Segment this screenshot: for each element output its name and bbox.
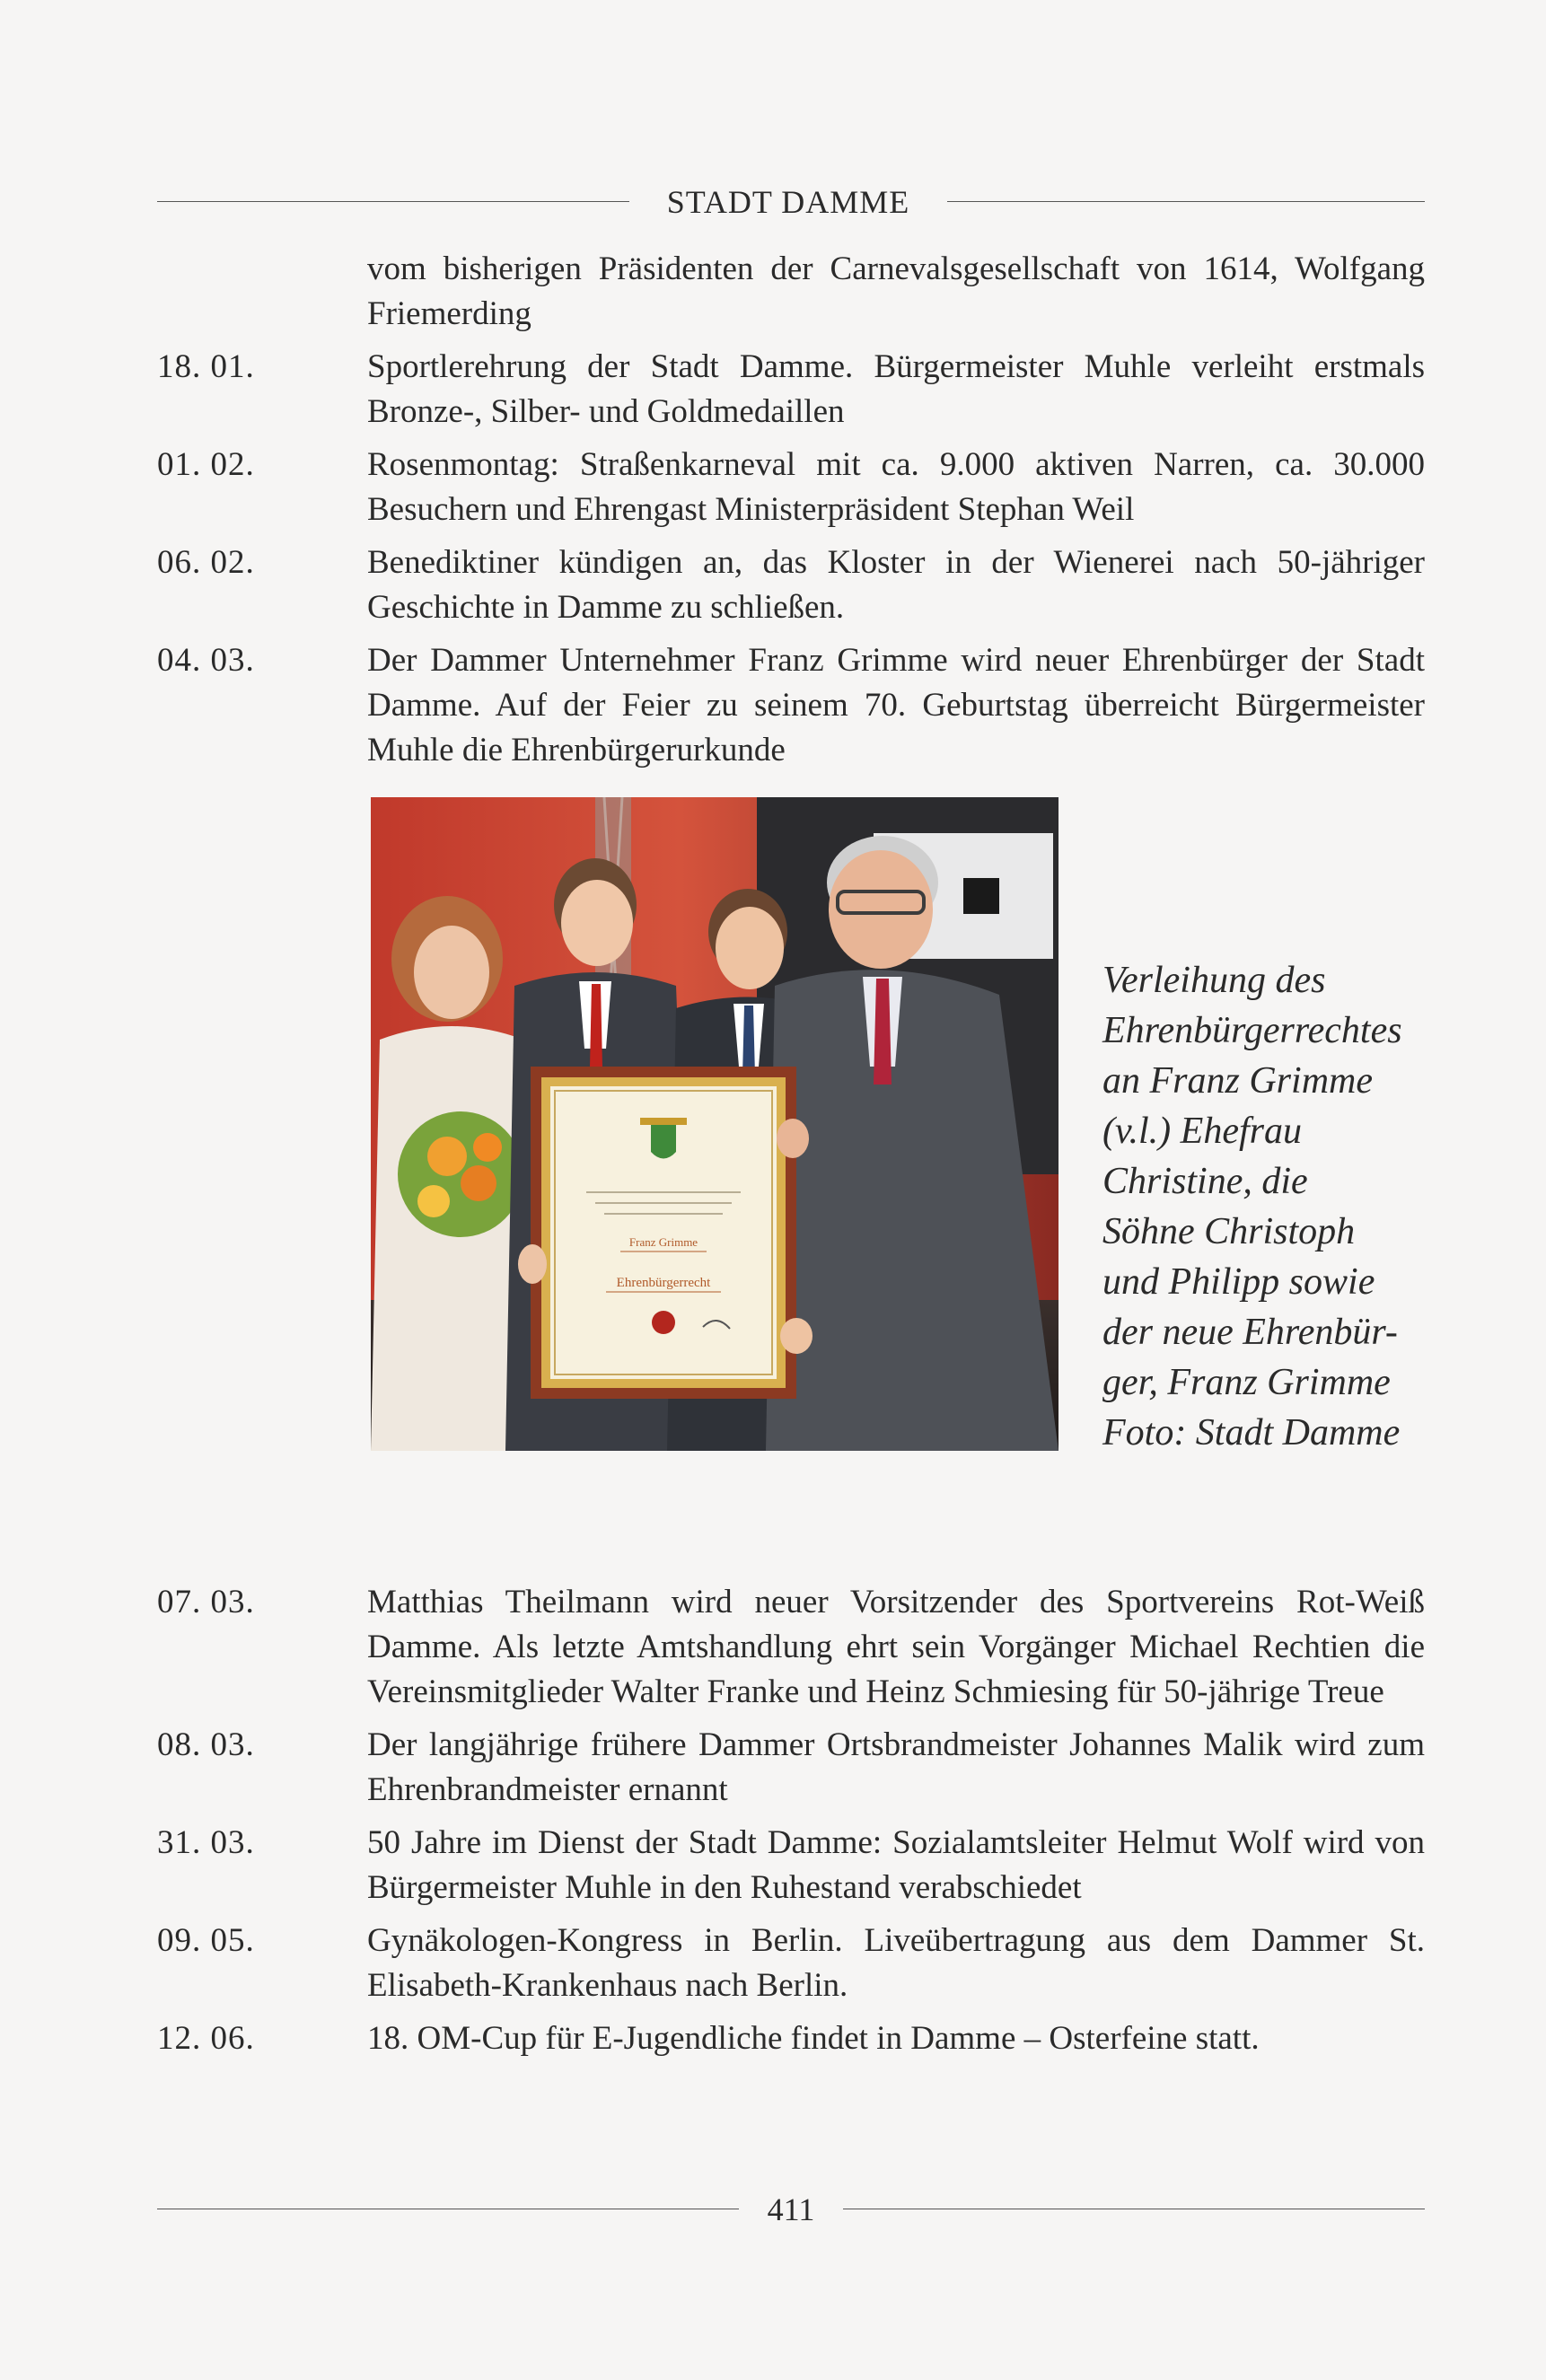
header-rule-left (157, 201, 629, 202)
chronicle-entry (157, 2016, 1425, 2061)
entry-date: 18. 01. (157, 348, 255, 385)
caption-line: ger, Franz Grimme (1102, 1362, 1391, 1403)
header-rule-right (947, 201, 1425, 202)
entry-text: Matthias Theilmann wird neuer Vorsitzender des Sportvereins Rot-Weiß Damme. Als letzte Amtshandlung ehrt sein Vorgänger Michael Rechtien die Vereinsmitglieder Walter Franke und Heinz Schmiesing für 50-jährige Treue (367, 1584, 1425, 1710)
entry-text: Gynäkologen-Kongress in Berlin. Liveübertragung aus dem Dammer St. Elisabeth-Krankenhaus nach Berlin. (367, 1922, 1425, 2004)
caption-line: Söhne Christoph (1102, 1211, 1356, 1252)
certificate-name: Franz Grimme (628, 1235, 698, 1249)
chronicle-entry (157, 1723, 1425, 1813)
caption-line: und Philipp sowie (1102, 1261, 1375, 1303)
entry-date: 08. 03. (157, 1726, 255, 1763)
entry-text: Rosenmontag: Straßenkarneval mit ca. 9.000 aktiven Narren, ca. 30.000 Besuchern und Ehrengast Ministerpräsident Stephan Weil (367, 446, 1425, 528)
ceremony-photo (371, 797, 1058, 1451)
page-footer (157, 2187, 1425, 2232)
caption-line: Foto: Stadt Damme (1102, 1412, 1401, 1453)
chronicle-entry (157, 247, 1425, 337)
running-header-title: STADT DAMME (666, 184, 910, 220)
entry-text: Sportlerehrung der Stadt Damme. Bürgermeister Muhle verleiht erstmals Bronze-, Silber- und Goldmedaillen (367, 348, 1425, 430)
entry-text: Der Dammer Unternehmer Franz Grimme wird neuer Ehrenbürger der Stadt Damme. Auf der Feier zu seinem 70. Geburtstag überreicht Bürgermeister Muhle die Ehrenbürgerurkunde (367, 642, 1425, 768)
chronicle-entry (157, 1580, 1425, 1715)
caption-line: Verleihung des (1102, 960, 1326, 1001)
entry-date: 09. 05. (157, 1922, 255, 1959)
caption-line: Ehrenbürgerrechtes (1102, 1010, 1402, 1051)
chronicle-entry (157, 1821, 1425, 1910)
photo-caption (1102, 955, 1435, 1458)
entry-text: Der langjährige frühere Dammer Ortsbrandmeister Johannes Malik wird zum Ehrenbrandmeister ernannt (367, 1726, 1425, 1808)
chronicle-entries-bottom (157, 1580, 1425, 2069)
caption-line: (v.l.) Ehefrau (1102, 1111, 1302, 1152)
certificate-title: Ehrenbürgerrecht (616, 1276, 711, 1290)
chronicle-entry (157, 1919, 1425, 2008)
entry-date: 06. 02. (157, 544, 255, 581)
chronicle-entry (157, 345, 1425, 435)
chronicle-entry (157, 443, 1425, 532)
entry-date: 07. 03. (157, 1584, 255, 1620)
chronicle-entries-top (157, 247, 1425, 781)
running-header (157, 180, 1425, 224)
entry-date: 12. 06. (157, 2020, 255, 2057)
page-number: 411 (767, 2191, 815, 2227)
ceremony-photo-illustration (371, 797, 1058, 1451)
entry-text: 50 Jahre im Dienst der Stadt Damme: Sozialamtsleiter Helmut Wolf wird von Bürgermeister Muhle in den Ruhestand verabschiedet (367, 1824, 1425, 1906)
caption-line: der neue Ehrenbür- (1102, 1312, 1398, 1353)
caption-line: an Franz Grimme (1102, 1060, 1373, 1102)
entry-date: 04. 03. (157, 642, 255, 679)
entry-text: Benediktiner kündigen an, das Kloster in der Wienerei nach 50-jähriger Geschichte in Damme zu schließen. (367, 544, 1425, 626)
entry-text: vom bisherigen Präsidenten der Carnevalsgesellschaft von 1614, Wolfgang Friemerding (367, 250, 1425, 332)
caption-line: Christine, die (1102, 1161, 1308, 1202)
entry-text: 18. OM-Cup für E-Jugendliche findet in Damme – Osterfeine statt. (367, 2020, 1260, 2057)
chronicle-entry (157, 540, 1425, 630)
entry-date: 31. 03. (157, 1824, 255, 1861)
entry-date: 01. 02. (157, 446, 255, 483)
chronicle-entry (157, 638, 1425, 773)
